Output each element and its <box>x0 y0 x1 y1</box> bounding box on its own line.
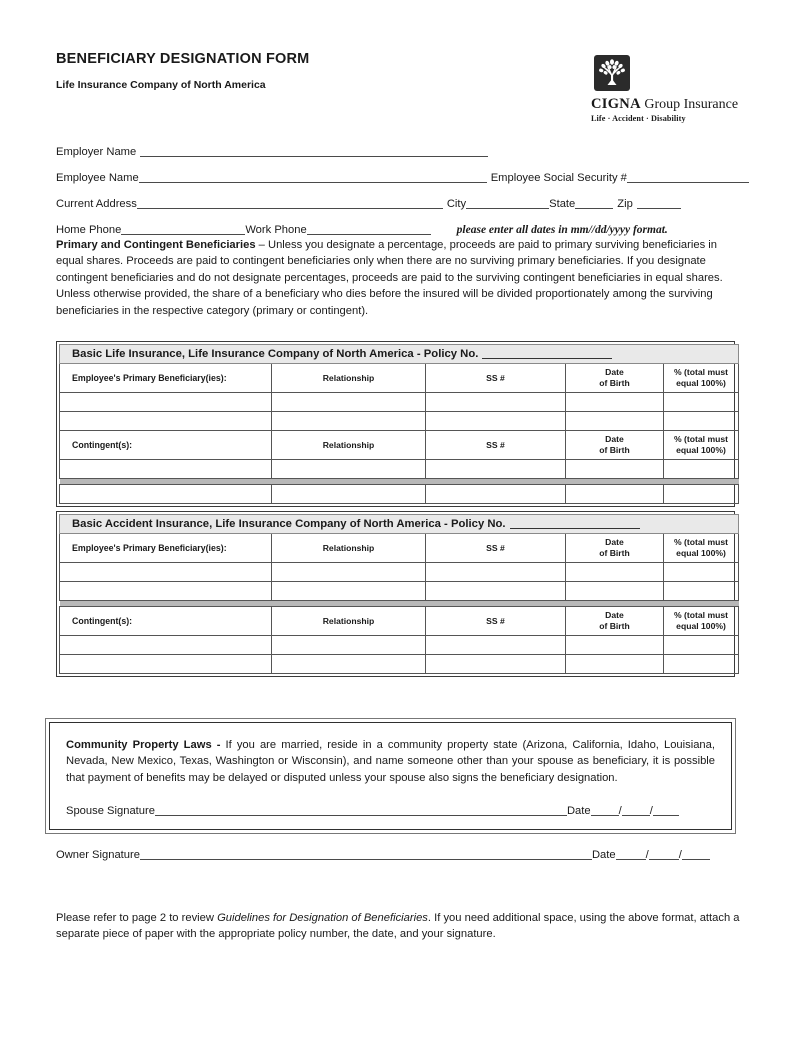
field-row-phones <box>56 210 738 236</box>
spouse-signature-label: Spouse Signature <box>66 805 155 818</box>
employer-name-input[interactable] <box>140 145 488 157</box>
basic-life-table <box>59 344 739 504</box>
cell-relationship[interactable] <box>272 460 426 479</box>
cell-name[interactable] <box>60 655 272 674</box>
owner-date-day-input[interactable] <box>649 848 679 860</box>
field-row-employee <box>56 158 738 184</box>
cell-ssn[interactable] <box>426 393 566 412</box>
cell-dob[interactable] <box>566 636 664 655</box>
work-phone-label: Work Phone <box>245 224 307 236</box>
cell-relationship[interactable] <box>272 582 426 601</box>
cell-ssn[interactable] <box>426 582 566 601</box>
page-title: BENEFICIARY DESIGNATION FORM <box>56 51 310 67</box>
contingent-label: Contingent(s): <box>60 607 272 636</box>
col-ssn: SS # <box>426 364 566 393</box>
policy-no-input[interactable] <box>482 348 612 359</box>
table-row <box>60 393 739 412</box>
city-input[interactable] <box>466 197 549 209</box>
date-format-note: please enter all dates in mm//dd/yyyy format. <box>456 224 668 236</box>
primary-contingent-paragraph <box>56 237 740 319</box>
cell-dob[interactable] <box>566 655 664 674</box>
cigna-wordmark <box>591 95 739 113</box>
cigna-tree-icon <box>594 55 630 91</box>
spouse-date-day-input[interactable] <box>622 804 650 816</box>
cell-relationship[interactable] <box>272 393 426 412</box>
col-relationship: Relationship <box>272 534 426 563</box>
cell-name[interactable] <box>60 393 272 412</box>
cell-percent[interactable] <box>664 393 739 412</box>
cell-percent[interactable] <box>664 655 739 674</box>
contingent-header-row <box>60 431 739 460</box>
owner-signature-label: Owner Signature <box>56 849 140 861</box>
section-bar-label: Basic Life Insurance, Life Insurance Company of North America - Policy No. <box>72 348 479 360</box>
table-row <box>60 460 739 479</box>
home-phone-input[interactable] <box>121 223 245 235</box>
spouse-date-label: Date <box>566 805 591 818</box>
table-row <box>60 655 739 674</box>
col-relationship: Relationship <box>272 431 426 460</box>
basic-accident-table <box>59 514 739 674</box>
owner-date-year-input[interactable] <box>682 848 710 860</box>
cell-name[interactable] <box>60 412 272 431</box>
employee-name-label: Employee Name <box>56 172 139 184</box>
section-bar <box>60 515 739 534</box>
cell-percent[interactable] <box>664 582 739 601</box>
primary-header-row <box>60 364 739 393</box>
policy-no-input[interactable] <box>510 518 640 529</box>
cell-dob[interactable] <box>566 460 664 479</box>
cell-ssn[interactable] <box>426 636 566 655</box>
primary-contingent-body: – Unless you designate a percentage, proceeds are paid to primary surviving beneficiaries in equal shares. Proceeds are paid to contingent beneficiaries only when there are no surviving primary beneficiaries. If you designate contingent beneficiaries and do not designate percentages, proceeds are paid to the surviving contingent beneficiaries in equal shares. Unless otherwise provided, the share of a beneficiary who dies before the insured will be divided proportionately among the surviving beneficiaries in the respective category (primary or contingent). <box>56 239 723 317</box>
cell-dob[interactable] <box>566 393 664 412</box>
community-property-heading: Community Property Laws - <box>66 739 226 751</box>
cell-dob[interactable] <box>566 582 664 601</box>
col-dob: Date of Birth <box>566 431 664 460</box>
date-slash-2: / <box>649 805 653 818</box>
cell-dob[interactable] <box>566 412 664 431</box>
cell-name[interactable] <box>60 582 272 601</box>
date-slash-2: / <box>678 849 682 861</box>
contingent-label: Contingent(s): <box>60 431 272 460</box>
section-bar-cell <box>60 515 739 534</box>
cell-percent[interactable] <box>664 460 739 479</box>
primary-contingent-heading: Primary and Contingent Beneficiaries <box>56 239 256 251</box>
cell-percent[interactable] <box>664 563 739 582</box>
table-row <box>60 485 739 504</box>
owner-date-month-input[interactable] <box>616 848 646 860</box>
employee-name-input[interactable] <box>139 171 487 183</box>
footer-note <box>56 910 740 943</box>
community-property-box <box>45 718 736 834</box>
cell-relationship[interactable] <box>272 636 426 655</box>
col-percent: % (total must equal 100%) <box>664 364 739 393</box>
home-phone-label: Home Phone <box>56 224 122 236</box>
cell-dob[interactable] <box>566 563 664 582</box>
cell-percent[interactable] <box>664 636 739 655</box>
table-row <box>60 582 739 601</box>
cell-percent[interactable] <box>664 412 739 431</box>
spouse-signature-row <box>66 804 715 817</box>
section-basic-life <box>56 341 735 507</box>
date-slash-1: / <box>618 805 622 818</box>
cell-relationship[interactable] <box>272 412 426 431</box>
beneficiary-sections <box>56 341 735 677</box>
zip-input[interactable] <box>637 197 681 209</box>
primary-beneficiary-label: Employee's Primary Beneficiary(ies): <box>60 364 272 393</box>
footer-italic-title: Guidelines for Designation of Beneficiaries <box>217 912 428 924</box>
cell-dob[interactable] <box>566 485 664 504</box>
footer-part2: . If you need additional space, using the above format, attach a separate piece of paper with the appropriate policy number, the date, and your signature. <box>56 912 740 941</box>
col-percent: % (total must equal 100%) <box>664 607 739 636</box>
cigna-brand-rest: Group Insurance <box>640 97 739 112</box>
cigna-logo <box>591 55 739 123</box>
section-bar-label: Basic Accident Insurance, Life Insurance Company of North America - Policy No. <box>72 518 506 530</box>
cell-relationship[interactable] <box>272 655 426 674</box>
section-bar-cell <box>60 345 739 364</box>
cigna-tagline: Life · Accident · Disability <box>591 114 686 123</box>
state-input[interactable] <box>575 197 613 209</box>
col-ssn: SS # <box>426 431 566 460</box>
date-slash-1: / <box>645 849 649 861</box>
col-relationship: Relationship <box>272 364 426 393</box>
page-subtitle: Life Insurance Company of North America <box>56 78 266 91</box>
cell-ssn[interactable] <box>426 460 566 479</box>
owner-date-label: Date <box>591 849 616 861</box>
col-dob: Date of Birth <box>566 364 664 393</box>
cell-name[interactable] <box>60 636 272 655</box>
table-row <box>60 412 739 431</box>
employer-name-label: Employer Name <box>56 146 137 158</box>
col-percent: % (total must equal 100%) <box>664 431 739 460</box>
field-row-address <box>56 184 738 210</box>
footer-part1: Please refer to page 2 to review <box>56 912 218 924</box>
city-label: City <box>446 198 467 210</box>
spouse-date-year-input[interactable] <box>653 804 679 816</box>
cell-relationship[interactable] <box>272 563 426 582</box>
cell-name[interactable] <box>60 485 272 504</box>
current-address-input[interactable] <box>137 197 443 209</box>
cell-name[interactable] <box>60 460 272 479</box>
col-percent: % (total must equal 100%) <box>664 534 739 563</box>
cell-ssn[interactable] <box>426 485 566 504</box>
section-basic-accident <box>56 511 735 677</box>
work-phone-input[interactable] <box>307 223 431 235</box>
current-address-label: Current Address <box>56 198 137 210</box>
state-label: State <box>549 198 576 210</box>
cell-relationship[interactable] <box>272 485 426 504</box>
col-ssn: SS # <box>426 607 566 636</box>
cigna-brand: CIGNA <box>591 96 641 112</box>
primary-header-row <box>60 534 739 563</box>
cell-name[interactable] <box>60 563 272 582</box>
employee-ssn-label: Employee Social Security # <box>490 172 627 184</box>
col-dob: Date of Birth <box>566 534 664 563</box>
field-row-employer <box>56 132 738 158</box>
cell-ssn[interactable] <box>426 412 566 431</box>
cell-ssn[interactable] <box>426 563 566 582</box>
spouse-signature-input[interactable] <box>155 804 567 816</box>
spouse-date-month-input[interactable] <box>591 804 619 816</box>
cell-percent[interactable] <box>664 485 739 504</box>
applicant-fields <box>56 132 738 236</box>
col-relationship: Relationship <box>272 607 426 636</box>
zip-label: Zip <box>617 198 633 210</box>
primary-beneficiary-label: Employee's Primary Beneficiary(ies): <box>60 534 272 563</box>
owner-signature-row <box>56 848 738 861</box>
col-ssn: SS # <box>426 534 566 563</box>
col-dob: Date of Birth <box>566 607 664 636</box>
table-row <box>60 636 739 655</box>
community-property-inner <box>49 722 732 830</box>
owner-signature-input[interactable] <box>140 848 592 860</box>
table-row <box>60 563 739 582</box>
employee-ssn-input[interactable] <box>627 171 749 183</box>
cell-ssn[interactable] <box>426 655 566 674</box>
contingent-header-row <box>60 607 739 636</box>
community-property-body: If you are married, reside in a community property state (Arizona, California, Idaho, Louisiana, Nevada, New Mexico, Texas, Washington or Wisconsin), and name someone other than your spouse as beneficiary, it is possible that payment of benefits may be delayed or disputed unless your spouse also signs the beneficiary designation. <box>66 739 715 784</box>
section-bar <box>60 345 739 364</box>
community-property-text <box>66 737 715 786</box>
